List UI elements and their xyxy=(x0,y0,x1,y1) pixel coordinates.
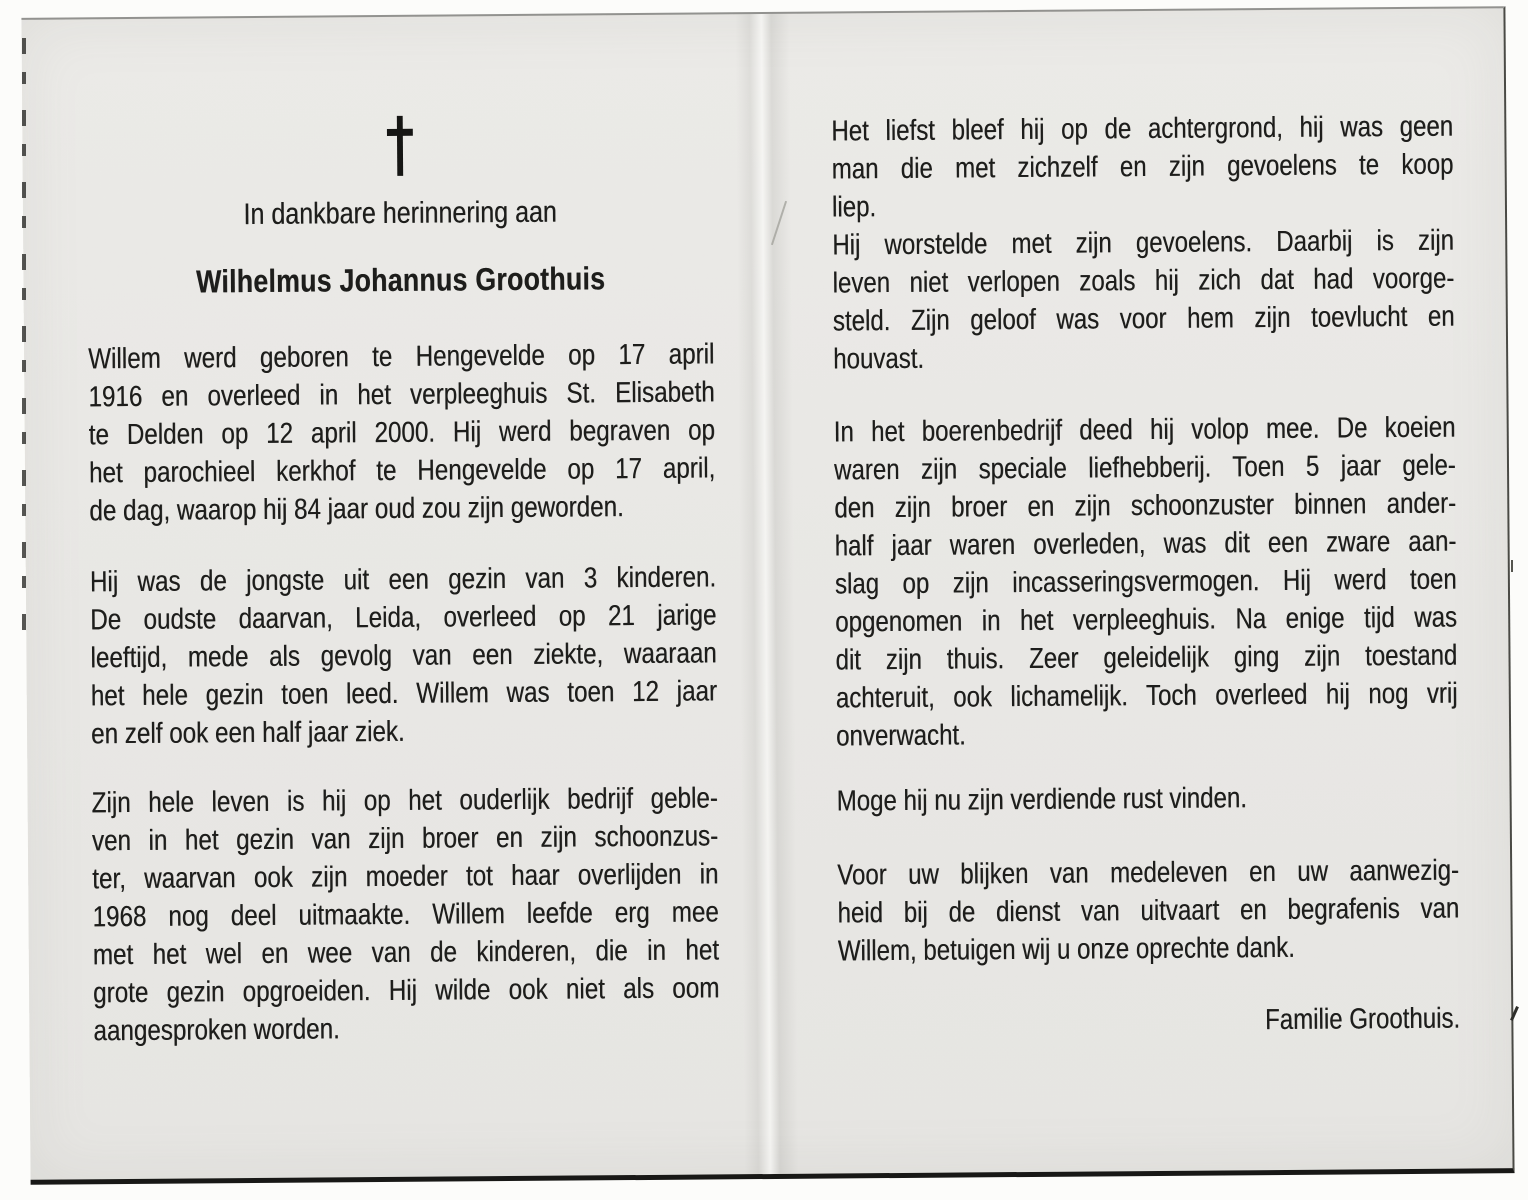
text-line: opgenomen in het verpleeghuis. Na enige tijd was xyxy=(835,601,1458,639)
text-line: 1968 nog deel uitmaakte. Willem leefde erg mee xyxy=(92,896,719,934)
cross-icon xyxy=(386,116,413,176)
memorial-card xyxy=(21,6,1514,1185)
text-line: steld. Zijn geloof was voor hem zijn toevlucht en xyxy=(832,300,1455,338)
text-line: Het liefst bleef hij op de achtergrond, hij was geen xyxy=(831,110,1454,148)
text-line: het parochieel kerkhof te Hengevelde op 17 april, xyxy=(88,452,716,490)
text-line: man die met zichzelf en zijn gevoelens te koop xyxy=(831,148,1454,186)
text-line: ter, waarvan ook zijn moeder tot haar overlijden in xyxy=(92,858,719,896)
text-line: liep. xyxy=(831,191,877,224)
deceased-name: Wilhelmus Johannus Groothuis xyxy=(195,260,606,300)
text-line: heid bij de dienst van uitvaart en begrafenis van xyxy=(837,892,1460,930)
page-left xyxy=(85,14,719,1050)
text-line: Zijn hele leven is hij op het ouderlijk bedrijf geble- xyxy=(91,782,718,820)
page-right xyxy=(830,9,1460,1043)
family-signature: Familie Groothuis. xyxy=(1264,1002,1461,1037)
text-line: 1916 en overleed in het verpleeghuis St. Elisabeth xyxy=(88,376,715,414)
text-line: slag op zijn incasseringsvermogen. Hij werd toen xyxy=(834,563,1457,601)
paragraph-farm-life xyxy=(91,779,719,1050)
text-line: de dag, waarop hij 84 jaar oud zou zijn geworden. xyxy=(89,491,624,528)
text-line: met het wel en wee van de kinderen, die in het xyxy=(92,934,720,972)
dedication-text: In dankbare herinnering aan xyxy=(243,195,557,232)
text-line: In het boerenbedrijf deed hij volop mee. De koeien xyxy=(833,411,1456,449)
scan-edge-artifact xyxy=(22,38,26,643)
text-line: Voor uw blijken van medeleven en uw aanwezig- xyxy=(837,854,1460,892)
text-line: ven in het gezin van zijn broer en zijn schoonzus- xyxy=(91,820,719,858)
paragraph-family xyxy=(90,558,718,753)
text-line: en zelf ook een half jaar ziek. xyxy=(90,715,405,751)
text-line: Willem werd geboren te Hengevelde op 17 april xyxy=(87,338,715,376)
paragraph-rest-wish xyxy=(836,778,1458,821)
text-line: achteruit, ook lichamelijk. Toch overleed hij nog vrij xyxy=(835,677,1458,715)
text-line: dit zijn thuis. Zeer geleidelijk ging zijn toestand xyxy=(835,639,1458,677)
paragraph-thanks xyxy=(837,852,1460,971)
text-line: waren zijn speciale liefhebberij. Toen 5 jaar gele- xyxy=(833,449,1456,487)
text-line: Hij was de jongste uit een gezin van 3 kinderen. xyxy=(89,561,717,599)
paragraph-character xyxy=(831,108,1455,379)
text-line: onverwacht. xyxy=(835,719,966,753)
text-line: half jaar waren overleden, was dit een zware aan- xyxy=(834,525,1457,563)
text-line: grote gezin opgroeiden. Hij wilde ook niet als oom xyxy=(92,972,720,1010)
paragraph-later-years xyxy=(834,409,1458,756)
text-line: Willem, betuigen wij u onze oprechte dank. xyxy=(837,931,1295,968)
text-line: aangesproken worden. xyxy=(93,1013,340,1048)
text-line: Moge hij nu zijn verdiende rust vinden. xyxy=(836,782,1248,818)
text-line: De oudste daarvan, Leida, overleed op 21 jarige xyxy=(90,599,717,637)
scan-mark-artifact xyxy=(1511,560,1513,572)
text-line: houvast. xyxy=(833,342,925,376)
text-line: den zijn broer en zijn schoonzuster binnen ander- xyxy=(834,487,1457,525)
text-line: te Delden op 12 april 2000. Hij werd begraven op xyxy=(88,414,716,452)
text-line: Hij worstelde met zijn gevoelens. Daarbij is zijn xyxy=(832,224,1455,262)
text-line: leeftijd, mede als gevolg van een ziekte, waaraan xyxy=(90,637,717,675)
fold-crease xyxy=(735,14,798,1174)
paragraph-birth-death xyxy=(88,335,716,530)
text-line: leven niet verlopen zoals hij zich dat had voorge- xyxy=(832,262,1455,300)
text-line: het hele gezin toen leed. Willem was toen 12 jaar xyxy=(90,675,718,713)
